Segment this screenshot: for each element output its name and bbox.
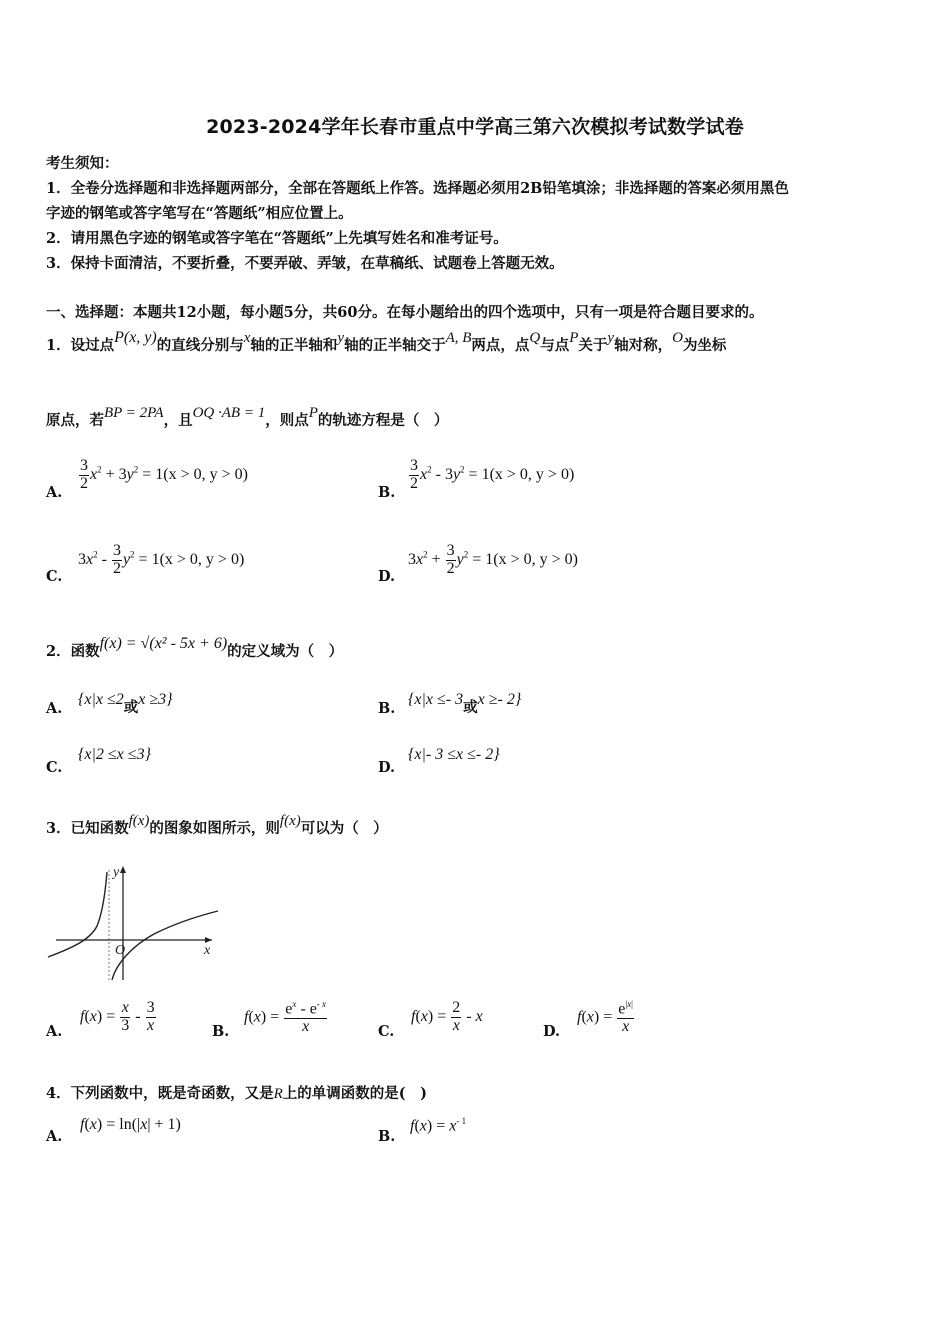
q2-option-a-label[interactable]: A. [46,700,63,717]
q1-math-p: P [569,330,579,346]
q3-math-fx: f(x) [128,813,150,829]
q3-text: 的图象如图所示，则 [149,820,280,837]
q1-text: 的直线分别与 [156,337,244,354]
q3-text: 3．已知函数 [46,820,129,837]
notice-item-1: 1．全卷分选择题和非选择题两部分，全部在答题纸上作答。选择题必须用2B铅笔填涂；非选择题的答案必须用黑色 [46,180,789,197]
section-heading: 一、选择题：本题共12小题，每小题5分，共60分。在每小题给出的四个选项中，只有一项是符合题目要求的。 [46,304,764,321]
q1-math-o: O [672,330,683,346]
q1-option-a-formula[interactable]: $\frac{3}{2}$ $x^2 + 3y^2 = 1(x > 0$, y > 0) [80,457,248,492]
q1-math-point-p: P(x, y) [114,329,157,346]
q1-option-b-formula[interactable]: $\frac{3}{2}$ $x^2 - 3y^2 = 1(x > 0$, y > 0) [410,457,575,492]
q1-option-a-label[interactable]: A. [46,484,63,501]
q1-text: 的轨迹方程是（ ） [317,412,449,429]
q1-condition: (x > 0, y > 0) [163,465,248,483]
q1-math-ab: A, B [445,330,472,346]
q4-option-b-formula[interactable]: $f(x) = x^{- 1}$ [410,1116,467,1135]
q3-option-a-label[interactable]: A. [46,1023,63,1040]
q2-text: 2．函数 [46,643,100,660]
q3-math-fx: f(x) [279,813,301,829]
q1-condition: (x > 0, y > 0) [493,550,578,568]
curve-right-branch [112,911,218,980]
curve-left-branch [48,872,107,957]
q3-option-b-formula[interactable]: f(x) = $\frac{e^x - e^{- x}}{x}$ [244,999,327,1036]
question-3-stem [46,813,388,838]
q4-math-r: R [273,1086,283,1102]
q2-option-d-label[interactable]: D. [378,759,396,776]
y-axis-arrow-icon [120,866,126,873]
q1-text: 原点，若 [46,412,104,429]
y-axis-label: y [113,865,120,880]
q3-option-c-label[interactable]: C. [378,1023,395,1040]
q2-option-a-formula[interactable] [78,688,173,716]
q1-option-d-formula[interactable]: $3x^2$ + $\frac{3}{2}$ $y^2 = 1(x > 0$, y > 0) [408,542,578,577]
q1-math-y: y [337,330,345,346]
q2-option-c-label[interactable]: C. [46,759,63,776]
page-title: 2023-2024学年长春市重点中学高三第六次模拟考试数学试卷 [206,116,744,138]
q2-text: 的定义域为（ ） [227,643,344,660]
q1-option-c-formula[interactable]: $3x^2$ - $\frac{3}{2}$ $y^2 = 1(x > 0$, y > 0) [78,542,245,577]
q2-option-d-formula[interactable]: {x|- 3 ≤x ≤- 2} [408,746,500,763]
q1-option-c-label[interactable]: C. [46,568,63,585]
q1-math-q: Q [529,330,541,346]
q2-math-function: f(x) = √(x² - 5x + 6) [99,635,228,652]
q2-b-or: 或 [463,700,478,716]
q1-text: 为坐标 [682,337,727,354]
q1-math-oq-ab: OQ ·AB = 1 [192,405,266,421]
q2-option-b-formula[interactable] [408,688,522,716]
q1-text: 轴的正半轴和 [250,337,338,354]
notice-heading: 考生须知： [46,155,119,172]
q2-b-part-1: {x|x ≤- 3 [408,691,464,708]
q1-option-b-label[interactable]: B. [378,484,396,501]
q1-text: 关于 [578,337,608,354]
notice-item-3: 3．保持卡面清洁，不要折叠，不要弄破、弄皱，在草稿纸、试题卷上答题无效。 [46,255,564,272]
q3-text: 可以为（ ） [300,820,388,837]
q2-a-part-1: {x|x ≤2 [78,691,124,708]
q1-math-y: y [607,330,615,346]
q1-text: ，则点 [265,412,309,429]
q3-function-graph [44,862,224,987]
q1-condition: (x > 0, y > 0) [489,465,575,483]
q1-condition: (x > 0, y > 0) [159,550,245,568]
x-axis-label: x [204,943,211,958]
origin-label: O [115,943,126,958]
notice-item-2: 2．请用黑色字迹的钢笔或答字笔在“答题纸”上先填写姓名和准考证号。 [46,230,508,247]
q1-text: 与点 [540,337,570,354]
notice-item-1-cont: 字迹的钢笔或答字笔写在“答题纸”相应位置上。 [46,205,353,222]
q1-math-p: P [308,405,318,421]
question-4-stem [46,1082,427,1103]
q2-a-or: 或 [123,700,139,716]
question-2-stem [46,635,344,661]
q4-option-a-label[interactable]: A. [46,1128,63,1145]
q3-option-d-label[interactable]: D. [543,1023,561,1040]
q4-option-a-formula[interactable]: f(x) = ln(|x| + 1) [80,1116,181,1133]
q1-math-bp-2pa: BP = 2PA [104,405,164,421]
q3-option-d-formula[interactable]: f(x) = $\frac{e^{|x|}}{x}$ [577,999,633,1036]
question-1-stem-line-2 [46,405,449,430]
q3-option-b-label[interactable]: B. [212,1023,230,1040]
q4-text: 上的单调函数的是( ) [282,1085,427,1102]
q1-text: 轴的正半轴交于 [344,337,446,354]
q1-text: 两点，点 [471,337,530,354]
q1-text: ，且 [163,412,193,429]
q2-b-part-2: x ≥- 2} [477,691,522,708]
q1-math-x: x [243,330,251,346]
q3-option-c-formula[interactable]: f(x) = $\frac{2}{x}$ - x [411,999,483,1034]
q4-option-b-label[interactable]: B. [378,1128,396,1145]
q3-option-a-formula[interactable]: f(x) = $\frac{x}{3}$ - $\frac{3}{x}$ [80,999,155,1034]
q2-a-part-2: x ≥3} [138,691,173,708]
q2-option-b-label[interactable]: B. [378,700,396,717]
q2-option-c-formula[interactable]: {x|2 ≤x ≤3} [78,746,151,763]
q1-text: 1．设过点 [46,337,115,354]
question-1-stem-line-1 [46,329,727,355]
q4-text: 4．下列函数中，既是奇函数，又是 [46,1085,274,1102]
q1-option-d-label[interactable]: D. [378,568,396,585]
q1-text: 轴对称， [614,337,673,354]
